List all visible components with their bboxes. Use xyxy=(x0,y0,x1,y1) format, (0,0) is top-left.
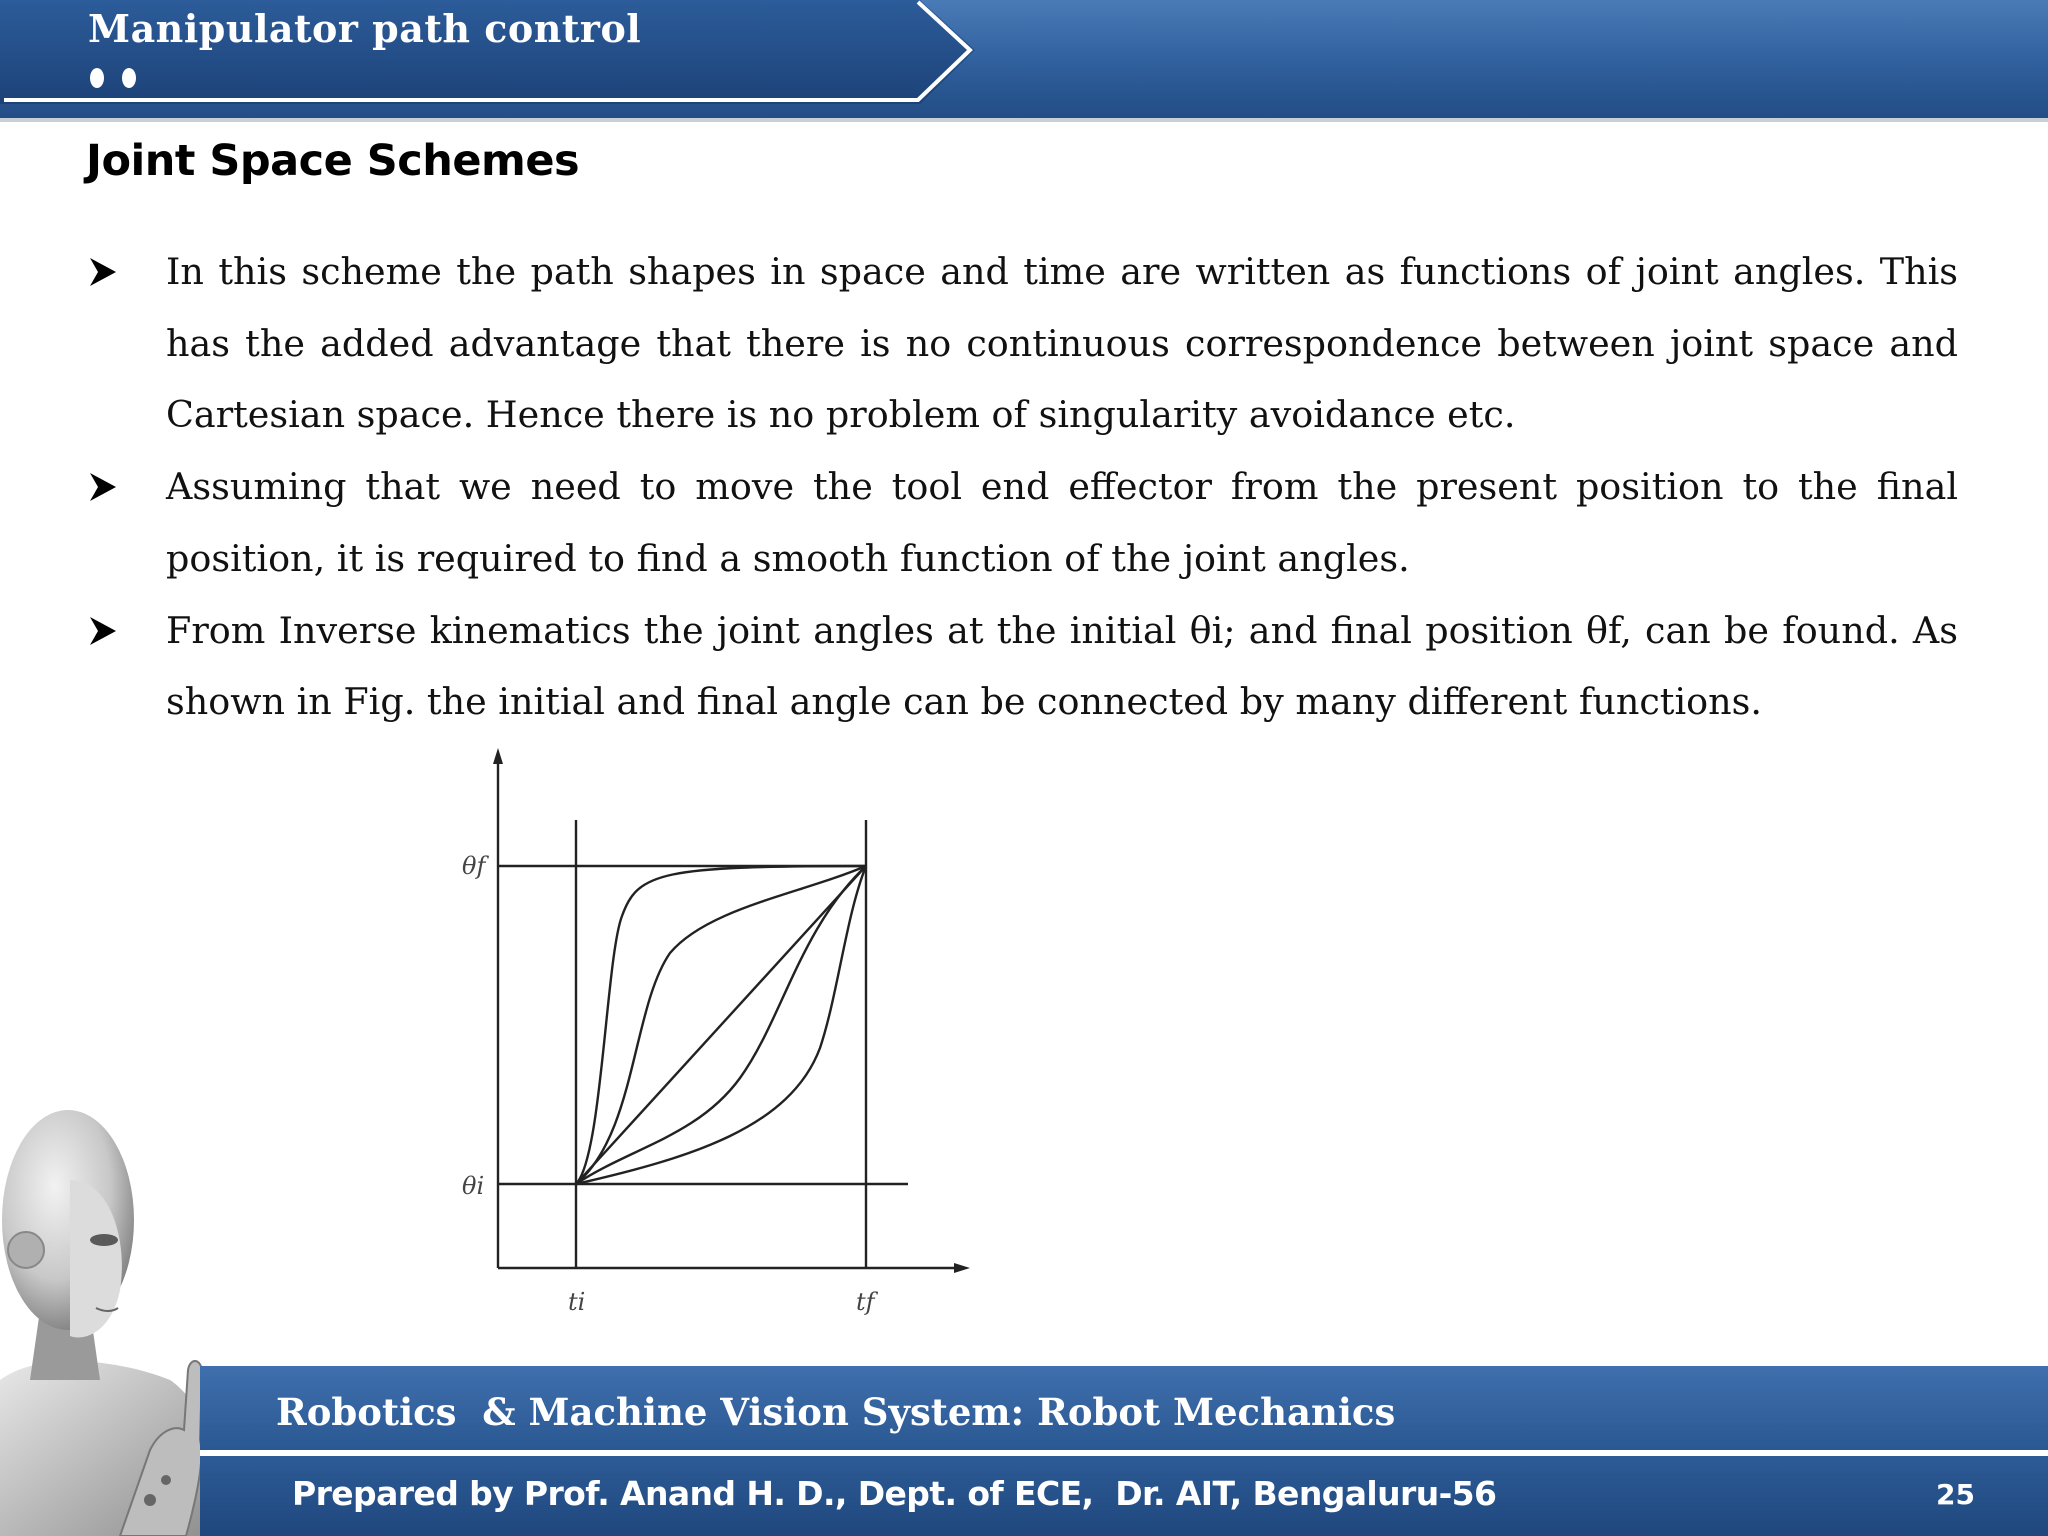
bullet-text: From Inverse kinematics the joint angles at the initial θi; and final position θf, can be found. As shown in Fig. the initial and final angle can be connected by many different functions. xyxy=(166,608,1958,724)
bullet-item xyxy=(86,451,1958,594)
bullet-text: In this scheme the path shapes in space and time are written as functions of joint angles. This has the added advantage that there is no continuous correspondence between joint space and Cartesian space. Hence there is no problem of singularity avoidance etc. xyxy=(166,250,1958,437)
bullet-text: Assuming that we need to move the tool end effector from the present position to the final position, it is required to find a smooth function of the joint angles. xyxy=(166,465,1958,580)
t-f-label: tf xyxy=(856,1288,875,1316)
theta-f-label: θf xyxy=(462,852,486,880)
header-shadow xyxy=(0,118,2048,122)
bullet-item xyxy=(86,595,1958,738)
header-dots xyxy=(90,68,154,92)
bullet-list xyxy=(86,236,1958,738)
header-dot xyxy=(122,68,136,88)
bullet-item xyxy=(86,236,1958,451)
slide-title: Joint Space Schemes xyxy=(86,136,580,186)
header-dot xyxy=(90,68,104,88)
trajectory-figure xyxy=(440,748,1000,1328)
arrow-bullet-icon xyxy=(88,467,118,507)
theta-i-label: θi xyxy=(462,1172,485,1200)
trajectory-curve-linear xyxy=(576,866,866,1184)
footer-credit: Prepared by Prof. Anand H. D., Dept. of ECE, Dr. AIT, Bengaluru-56 xyxy=(292,1474,1497,1513)
arrow-bullet-icon xyxy=(88,611,118,651)
footer-course-title: Robotics & Machine Vision System: Robot Mechanics xyxy=(276,1390,1396,1434)
y-axis-arrow xyxy=(493,748,503,764)
x-axis-arrow xyxy=(954,1263,970,1273)
arrow-bullet-icon xyxy=(88,252,118,292)
t-i-label: ti xyxy=(568,1288,586,1316)
header-title: Manipulator path control xyxy=(88,6,642,51)
page-number: 25 xyxy=(1936,1478,1975,1511)
